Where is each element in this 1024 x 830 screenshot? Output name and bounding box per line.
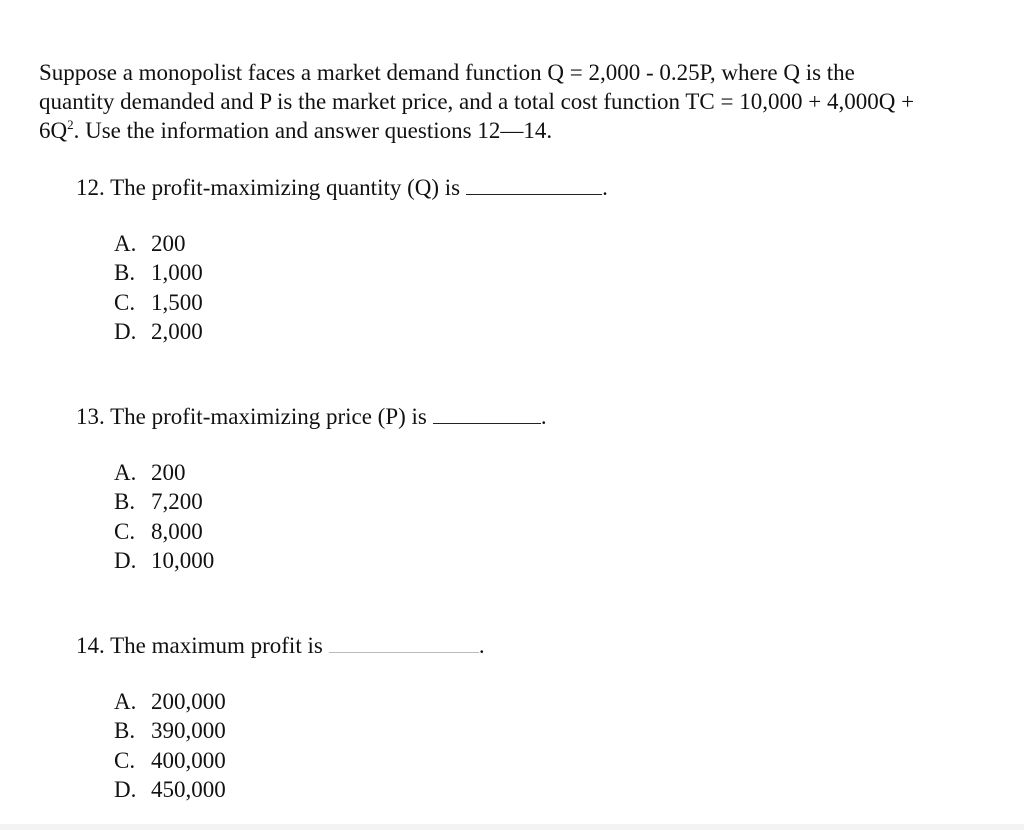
option-value: 8,000 — [151, 518, 203, 544]
question-12-text: 12. The profit-maximizing quantity (Q) is — [76, 175, 461, 200]
option-value: 1,000 — [151, 260, 203, 286]
option-letter: C. — [114, 747, 136, 773]
question-12-options — [114, 229, 203, 346]
intro-line-2: quantity demanded and P is the market price, and a total cost function TC = 10,000 + 4,000Q + — [39, 89, 915, 114]
option-letter: C. — [114, 518, 136, 544]
option-14-d — [114, 775, 226, 804]
option-12-a — [114, 229, 203, 258]
page-bottom-edge — [0, 824, 1024, 830]
option-value: 1,500 — [151, 289, 203, 315]
question-14-text: 14. The maximum profit is — [76, 633, 323, 658]
option-value: 400,000 — [151, 747, 226, 773]
question-12-prompt — [76, 173, 608, 202]
option-value: 200,000 — [151, 689, 226, 714]
option-14-b — [114, 716, 226, 745]
intro-line-3 — [39, 116, 1009, 145]
option-letter: D. — [114, 318, 137, 344]
option-letter: D. — [114, 547, 137, 573]
intro-line-3-start: 6Q — [39, 118, 68, 143]
option-letter: A. — [114, 689, 137, 714]
intro-line-1: Suppose a monopolist faces a market demand function Q = 2,000 - 0.25P, where Q is the — [39, 60, 855, 85]
option-value: 200 — [151, 460, 186, 485]
question-13-text: 13. The profit-maximizing price (P) is — [76, 404, 427, 429]
option-value: 200 — [151, 231, 186, 256]
question-13-options — [114, 458, 214, 575]
option-13-d — [114, 546, 214, 575]
option-12-d — [114, 317, 203, 346]
option-value: 7,200 — [151, 489, 203, 515]
option-letter: B. — [114, 718, 136, 744]
question-13-prompt — [76, 402, 547, 431]
option-letter: B. — [114, 260, 136, 286]
option-letter: A. — [114, 460, 137, 485]
option-13-a — [114, 458, 214, 487]
option-12-b — [114, 258, 203, 287]
question-14-prompt — [76, 631, 485, 660]
option-letter: A. — [114, 231, 137, 256]
option-letter: B. — [114, 489, 136, 515]
option-14-c — [114, 746, 226, 775]
question-13-period: . — [540, 404, 547, 429]
option-value: 450,000 — [151, 776, 226, 802]
option-letter: C. — [114, 289, 136, 315]
option-value: 390,000 — [151, 718, 226, 744]
option-value: 10,000 — [151, 547, 215, 573]
exponent-superscript: 2 — [67, 117, 74, 132]
option-14-a — [114, 687, 226, 716]
answer-blank-12 — [466, 176, 602, 195]
option-12-c — [114, 288, 203, 317]
option-letter: D. — [114, 776, 137, 802]
question-14-period: . — [478, 633, 485, 658]
answer-blank-13 — [433, 405, 541, 424]
option-13-b — [114, 487, 214, 516]
question-14-options — [114, 687, 226, 804]
question-12-period: . — [602, 175, 608, 200]
answer-blank-14 — [329, 634, 479, 653]
intro-line-3-end: . Use the information and answer questions 12—14. — [73, 118, 553, 143]
option-13-c — [114, 517, 214, 546]
problem-intro — [39, 58, 1009, 145]
option-value: 2,000 — [151, 318, 203, 344]
